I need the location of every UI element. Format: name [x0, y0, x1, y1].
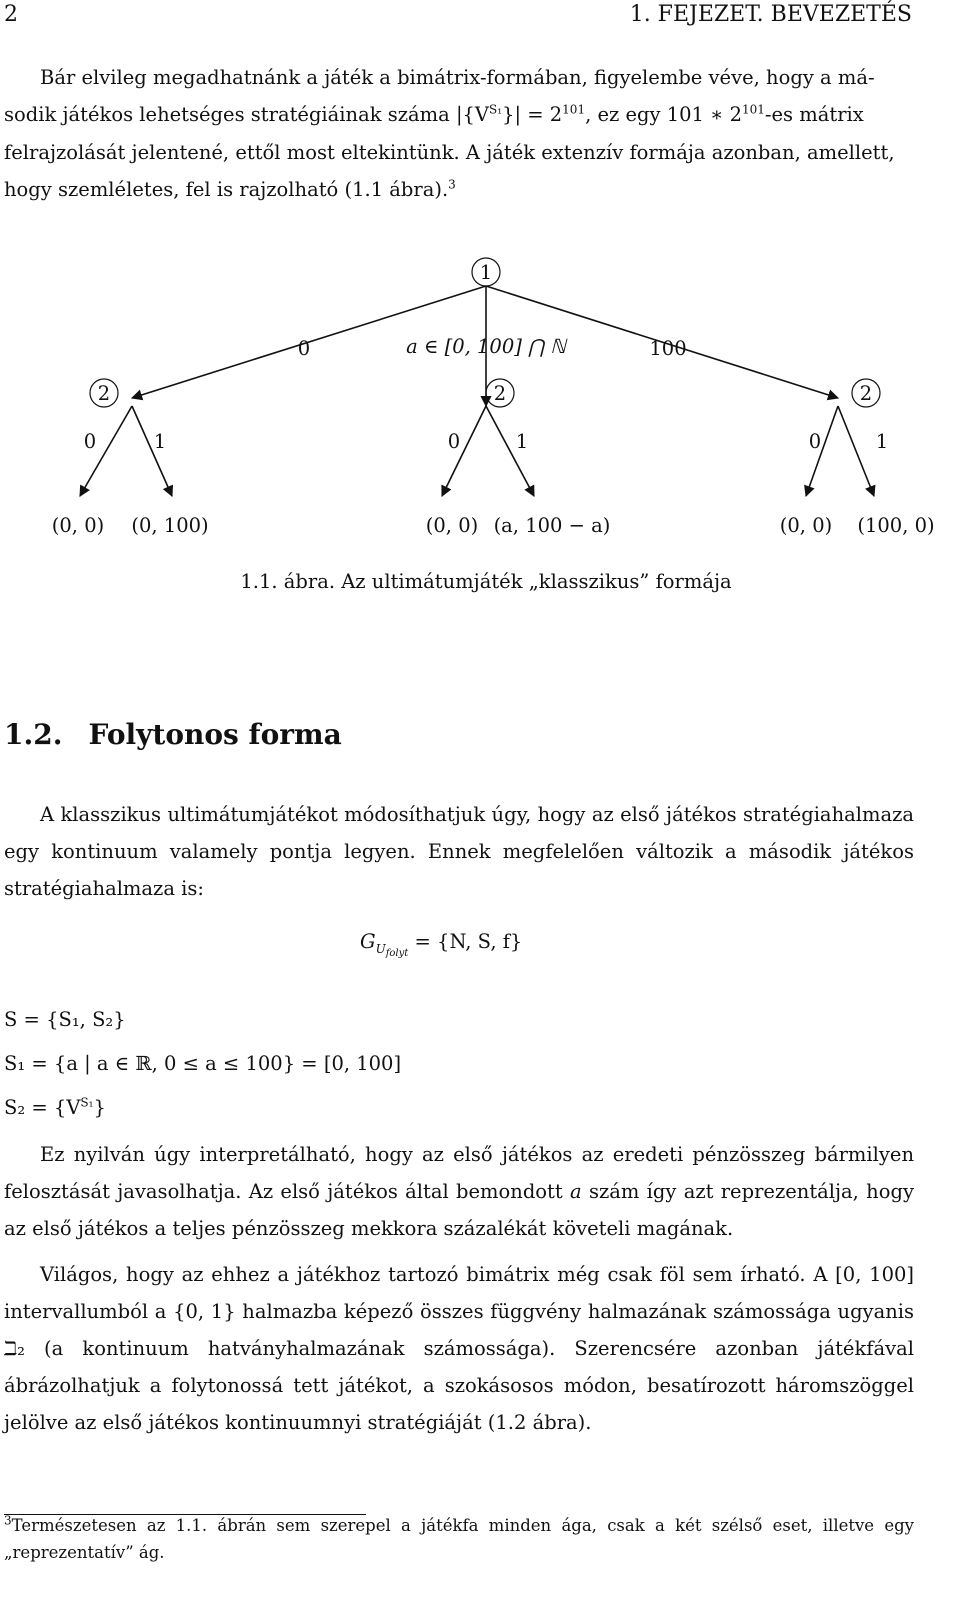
equation-g	[360, 930, 523, 959]
math-vs1-sup: S₁	[489, 102, 503, 117]
running-title: 1. FEJEZET. BEVEZETÉS	[629, 2, 912, 27]
payoff-middle-1: (a, 100 − a)	[493, 514, 611, 537]
left-branch0-label: 0	[83, 430, 97, 453]
branch-left-label: 0	[297, 337, 311, 360]
paragraph1-line2-text-a: sodik játékos lehetséges stratégiáinak száma	[4, 103, 456, 126]
paragraph3-text-b: szám így azt reprezentálja, hogy az első játékos a teljes pénzösszeg mekkora százalékát követeli magának.	[4, 1180, 914, 1240]
paragraph1-line2	[4, 103, 864, 126]
player2-left-label: 2	[97, 382, 111, 405]
paragraph1-line3: felrajzolását jelentené, ettől most eltekintünk. A játék extenzív formája azonban, amellett,	[4, 141, 895, 164]
paragraph1-line2-text-b: , ez egy 101 ∗ 2	[585, 103, 743, 126]
math-exp1: 101	[562, 102, 586, 117]
footnote-text: Természetesen az 1.1. ábrán sem szerepel a játékfa minden ága, csak a két szélső eset, illetve egy „reprezentatív” ág.	[4, 1516, 914, 1562]
footnote	[4, 1512, 914, 1566]
paragraph2: A klasszikus ultimátumjátékot módosíthatjuk úgy, hogy az első játékos stratégiahalmaza egy kontinuum valamely pontja legyen. Ennek megfelelően változik a második játékos stratégiahalmaza is:	[4, 803, 914, 900]
math-exp2: 101	[742, 102, 765, 117]
branch-middle-label: a ∈ [0, 100] ⋂ ℕ	[406, 335, 566, 358]
payoff-right-0: (0, 0)	[779, 514, 833, 537]
footnote-mark: 3	[4, 1513, 12, 1528]
root-player-label: 1	[479, 261, 493, 284]
section-heading	[4, 718, 342, 751]
eq-s2-base: S₂ = {V	[4, 1096, 81, 1119]
figure-caption: 1.1. ábra. Az ultimátumjáték „klasszikus” formája	[240, 570, 732, 593]
payoff-middle-0: (0, 0)	[425, 514, 479, 537]
mid-branch1-label: 1	[515, 430, 529, 453]
payoff-left-1: (0, 100)	[131, 514, 209, 537]
eq-g-subsub: folyt	[385, 947, 409, 959]
paragraph4: Világos, hogy az ehhez a játékhoz tartozó bimátrix még csak föl sem írható. A [0, 100] intervallumból a {0, 1} halmazba képező összes függvény halmazának számossága ugyanis ℶ₂ (a kontinuum hatványhalmazának számossága). Szerencsére azonban játékfával ábrázolhatjuk a folytonossá tett játékot, a szokásosos módon, besatírozott háromszöggel jelölve az első játékos kontinuumnyi stratégiáját (1.2 ábra).	[4, 1263, 914, 1434]
paragraph1-line1: Bár elvileg megadhatnánk a játék a bimátrix-formában, figyelembe véve, hogy a má-	[40, 66, 875, 89]
eq-g-sub: U	[375, 941, 386, 956]
game-tree-figure	[0, 240, 960, 600]
eq-g-base: G	[360, 930, 376, 953]
section-title: Folytonos forma	[88, 718, 342, 751]
paragraph3-text-a: Ez nyilván úgy interpretálható, hogy az első játékos az eredeti pénzösszeg bármilyen felosztását javasolhatja. Az első játékos által bemondott	[4, 1143, 914, 1203]
eq-s2-sup: S₁	[80, 1095, 94, 1110]
eq-s2-close: }	[93, 1096, 106, 1119]
footnote-mark-ref: 3	[448, 177, 456, 192]
paragraph1-line4	[4, 178, 456, 201]
payoff-left-0: (0, 0)	[51, 514, 105, 537]
payoff-right-1: (100, 0)	[857, 514, 935, 537]
right-branch1-label: 1	[875, 430, 889, 453]
mid-branch0-label: 0	[447, 430, 461, 453]
equation-s1: S₁ = {a | a ∈ ℝ, 0 ≤ a ≤ 100} = [0, 100]	[4, 1052, 402, 1075]
page-number: 2	[4, 2, 18, 27]
equation-s: S = {S₁, S₂}	[4, 1008, 126, 1031]
eq-g-rhs: = {N, S, f}	[414, 930, 523, 953]
paragraph1-line4-text: hogy szemléletes, fel is rajzolható (1.1 ábra).	[4, 178, 449, 201]
math-vs1-close: }| = 2	[502, 103, 563, 126]
player2-right-label: 2	[859, 382, 873, 405]
paragraph1-line2-text-c: -es mátrix	[764, 103, 864, 126]
equation-s2	[4, 1096, 106, 1119]
branch-right-label: 100	[649, 337, 687, 360]
math-vs1-open: |{V	[455, 103, 490, 126]
player2-middle-label: 2	[493, 382, 507, 405]
right-branch0-label: 0	[808, 430, 822, 453]
edge-right-1	[838, 406, 874, 496]
section-number: 1.2.	[4, 718, 63, 751]
paragraph3	[4, 1136, 914, 1247]
left-branch1-label: 1	[153, 430, 167, 453]
paragraph3-var: a	[570, 1180, 582, 1203]
